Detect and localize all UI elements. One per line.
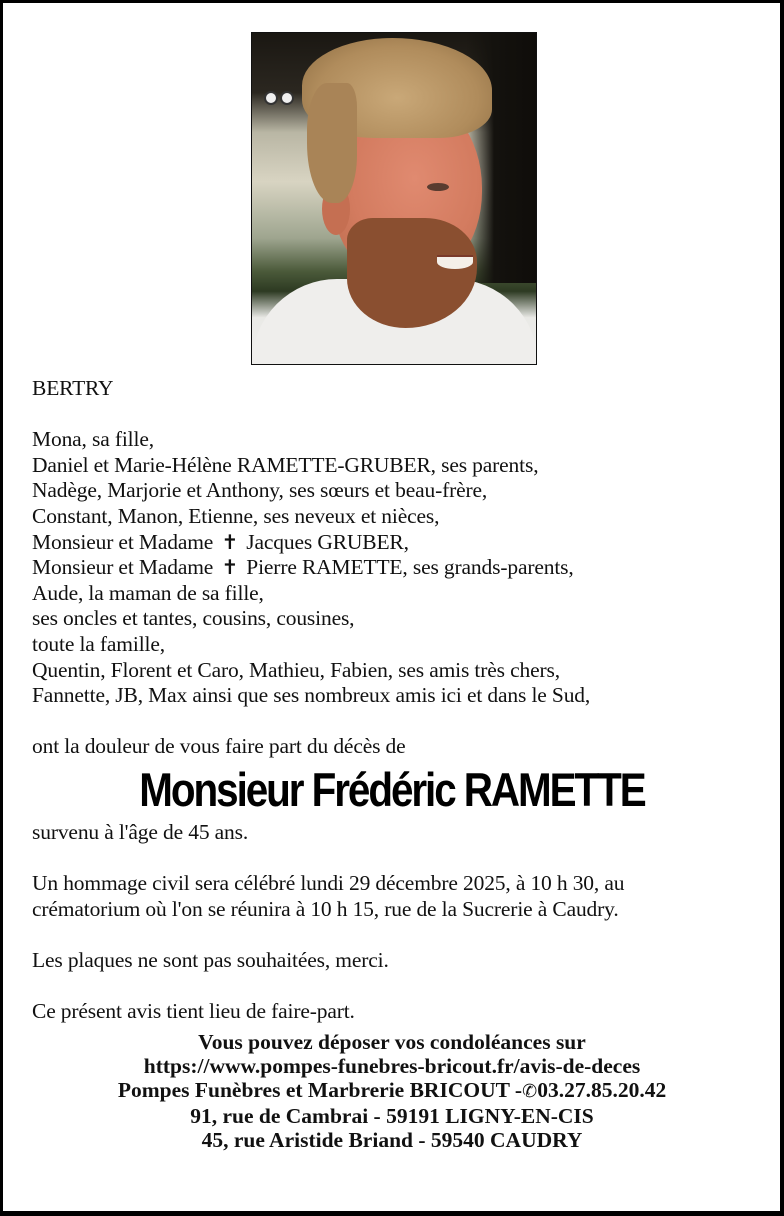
- grandparent-name: Pierre RAMETTE: [246, 555, 403, 580]
- family-line: Quentin, Florent et Caro, Mathieu, Fabien, ses amis très chers,: [32, 657, 560, 682]
- grandparent-prefix: Monsieur et Madame: [32, 529, 214, 554]
- lamp-icon: [280, 91, 294, 105]
- company-name: Pompes Funèbres et Marbrerie BRICOUT -: [117, 1078, 523, 1102]
- hair: [307, 83, 357, 203]
- grandparent-line: [32, 555, 762, 581]
- deceased-name: Monsieur Frédéric RAMETTE: [139, 762, 645, 816]
- address-line: 91, rue de Cambrai - 59191 LIGNY-EN-CIS: [190, 1104, 594, 1128]
- family-line: Daniel et Marie-Hélène RAMETTE-GRUBER, ses parents,: [32, 452, 539, 477]
- ceremony-line: crématorium où l'on se réunira à 10 h 15, rue de la Sucrerie à Caudry.: [32, 896, 619, 921]
- family-line: toute la famille,: [32, 631, 165, 656]
- cross-icon: ✝: [221, 555, 239, 580]
- town: BERTRY: [32, 376, 114, 400]
- grandparent-prefix: Monsieur et Madame: [32, 555, 214, 580]
- condolences-line: Vous pouvez déposer vos condoléances sur: [198, 1030, 586, 1054]
- ceremony-line: Un hommage civil sera célébré lundi 29 décembre 2025, à 10 h 30, au: [32, 871, 625, 896]
- age-line: survenu à l'âge de 45 ans.: [32, 819, 249, 844]
- smile: [437, 255, 473, 269]
- family-line: ses oncles et tantes, cousins, cousines,: [32, 606, 355, 631]
- portrait-photo: [251, 32, 537, 365]
- grandparent-line: [32, 530, 762, 556]
- cross-icon: ✝: [221, 529, 239, 554]
- funeral-home-footer: [0, 1030, 784, 1152]
- faire-part-line: Ce présent avis tient lieu de faire-part.: [32, 999, 355, 1024]
- announcement: ont la douleur de vous faire part du décès de: [32, 734, 406, 759]
- grandparent-suffix: , ses grands-parents,: [402, 555, 574, 580]
- family-line: Mona, sa fille,: [32, 427, 154, 452]
- family-line: Fannette, JB, Max ainsi que ses nombreux amis ici et dans le Sud,: [32, 683, 591, 708]
- family-line: Aude, la maman de sa fille,: [32, 580, 264, 605]
- phone-icon: ✆: [522, 1081, 538, 1102]
- condolences-url[interactable]: https://www.pompes-funebres-bricout.fr/avis-de-deces: [143, 1054, 641, 1078]
- grandparent-name: Jacques GRUBER,: [246, 529, 409, 554]
- address-line: 45, rue Aristide Briand - 59540 CAUDRY: [201, 1128, 583, 1152]
- phone-number[interactable]: 03.27.85.20.42: [537, 1078, 667, 1102]
- company-line: [0, 1078, 784, 1104]
- lamp-icon: [264, 91, 278, 105]
- family-line: Constant, Manon, Etienne, ses neveux et nièces,: [32, 503, 440, 528]
- notice-body: [32, 376, 762, 1025]
- plaques-line: Les plaques ne sont pas souhaitées, merci.: [32, 947, 389, 972]
- eye: [427, 183, 449, 191]
- family-line: Nadège, Marjorie et Anthony, ses sœurs et beau-frère,: [32, 478, 488, 503]
